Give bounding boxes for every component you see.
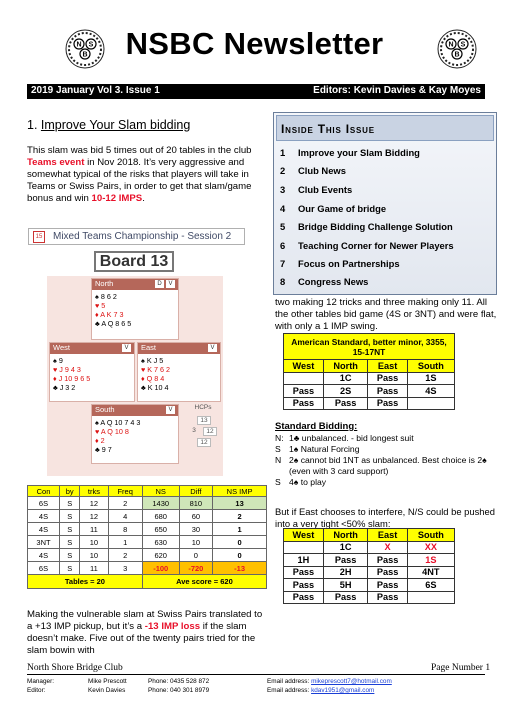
article-number: 1. (27, 118, 38, 132)
west-hand (49, 342, 135, 402)
hcp-label: HCPs (194, 404, 212, 411)
toc-item[interactable]: 6 Teaching Corner for Newer Players (280, 240, 454, 251)
event-ribbon (28, 228, 245, 245)
west-label: West (53, 343, 70, 352)
editor-name: Kevin Davies (88, 687, 126, 694)
east-vul-tag: V (208, 344, 217, 352)
standard-bidding-heading: Standard Bidding: (275, 421, 358, 432)
north-diamonds: ♦ A K 7 3 (95, 310, 124, 319)
note-line: N 2♠ cannot bid 1NT as unbalanced. Best choice is 2♠ (even with 3 card support) (275, 455, 487, 476)
inside-this-issue (273, 112, 497, 295)
calendar-icon: 15 (33, 231, 45, 243)
table-row: 4S S 12 4 680 60 2 (28, 510, 267, 523)
bidding-header-row: West North East South (284, 529, 455, 542)
toc-item[interactable]: 2 Club News (280, 165, 346, 176)
south-hand (91, 404, 179, 464)
svg-text:S: S (460, 41, 466, 49)
table-row: Pass 2H Pass 4NT (284, 566, 455, 579)
imp-loss-text: -13 IMP loss (144, 621, 201, 632)
north-vul-tag: V (166, 280, 175, 288)
hcp-box (187, 404, 219, 452)
east-hearts: ♥ K 7 6 2 (141, 365, 171, 374)
results-header-row: Con by trks Freq NS Diff NS IMP (28, 486, 267, 497)
interfere-paragraph: But if East chooses to interfere, N/S could be pushed into a very tight <50% slam: (275, 506, 495, 529)
north-dealer-tag: D (155, 280, 164, 288)
north-hearts: ♥ 5 (95, 301, 106, 310)
results-summary-row: Tables = 20 Ave score = 620 (28, 575, 267, 589)
toc-item[interactable]: 8 Congress News (280, 276, 369, 287)
hcp-south: 12 (197, 438, 211, 447)
hcp-east: 12 (203, 427, 217, 436)
table-row: Pass 5H Pass 6S (284, 579, 455, 592)
manager-email: Email address: mikeprescott7@hotmail.com (267, 678, 392, 685)
svg-text:S: S (88, 41, 94, 49)
bidding-header-row: West North East South (284, 360, 455, 373)
intro-paragraph: This slam was bid 5 times out of 20 tables in the club Teams event in Nov 2018. It’s very aggressive and somewhat typical of the risks that players will take in Teams or Swiss Pairs, in order to get that slam/game bonus and win 10-12 IMPS. (27, 145, 252, 204)
south-spades: ♠ A Q 10 7 4 3 (95, 418, 141, 427)
editor-label: Editor: (27, 687, 46, 694)
note-line: S 1♠ Natural Forcing (275, 444, 360, 454)
table-row: 6S S 11 3 -100 -720 -13 (28, 562, 267, 575)
west-diamonds: ♦ J 10 9 6 5 (53, 374, 91, 383)
bidding-table-standard (283, 333, 455, 410)
south-diamonds: ♦ 2 (95, 436, 105, 445)
table-row: 4S S 11 8 650 30 1 (28, 523, 267, 536)
inside-heading: Inside This Issue (276, 115, 494, 141)
table-row: 1C Pass 1S (284, 372, 455, 385)
note-line: N: 1♣ unbalanced. - bid longest suit (275, 433, 414, 443)
south-hearts: ♥ A Q 10 8 (95, 427, 129, 436)
north-clubs: ♣ A Q 8 6 5 (95, 319, 132, 328)
west-clubs: ♣ J 3 2 (53, 383, 76, 392)
toc-item[interactable]: 5 Bridge Bidding Challenge Solution (280, 221, 453, 232)
svg-text:N: N (76, 41, 82, 49)
newsletter-title: NSBC Newsletter (125, 26, 384, 61)
manager-name: Mike Prescott (88, 678, 127, 685)
south-clubs: ♣ 9 7 (95, 445, 112, 454)
north-spades: ♠ 8 6 2 (95, 292, 117, 301)
table-row: Pass Pass Pass (284, 591, 455, 604)
bidding-table-interference (283, 528, 455, 604)
bidding-caption: American Standard, better minor, 3355, 15-17NT (284, 334, 455, 360)
issue-label: 2019 January Vol 3. Issue 1 (31, 85, 160, 96)
article-title: Improve Your Slam bidding (40, 118, 191, 132)
table-row: 1C X XX (284, 541, 455, 554)
editors-label: Editors: Kevin Davies & Kay Moyes (313, 85, 481, 96)
hcp-west: 3 (192, 427, 196, 434)
south-vul-tag: V (166, 406, 175, 414)
article-heading (27, 118, 190, 132)
manager-phone: Phone: 0435 528 872 (148, 678, 210, 685)
hcp-north: 13 (197, 416, 211, 425)
teams-event-text: Teams event (27, 157, 85, 168)
table-row: 1H Pass Pass 1S (284, 554, 455, 567)
north-label: North (95, 279, 114, 288)
manager-email-link[interactable]: mikeprescott7@hotmail.com (311, 678, 392, 685)
toc-item[interactable]: 4 Our Game of bridge (280, 203, 387, 214)
footer-page-number: Page Number 1 (431, 663, 491, 673)
table-row: 4S S 10 2 620 0 0 (28, 549, 267, 562)
south-label: South (95, 405, 115, 414)
results-table (27, 485, 267, 589)
imps-text: 10-12 IMPS (91, 193, 143, 204)
west-hearts: ♥ J 9 4 3 (53, 365, 81, 374)
footer-club-name: North Shore Bridge Club (27, 663, 123, 673)
north-hand (91, 278, 179, 340)
event-title: Mixed Teams Championship - Session 2 (53, 231, 232, 242)
east-label: East (141, 343, 157, 352)
issue-bar (27, 84, 485, 99)
editor-email-link[interactable]: kdav1951@gmail.com (311, 687, 375, 694)
toc-item[interactable]: 1 Improve your Slam Bidding (280, 147, 420, 158)
svg-text:B: B (82, 51, 88, 59)
east-spades: ♠ K J 5 (141, 356, 164, 365)
editor-phone: Phone: 040 301 8979 (148, 687, 210, 694)
east-diamonds: ♦ Q 8 4 (141, 374, 165, 383)
east-hand (137, 342, 221, 402)
table-row: 3NT S 10 1 630 10 0 (28, 536, 267, 549)
table-row: Pass Pass Pass (284, 397, 455, 410)
toc-item[interactable]: 3 Club Events (280, 184, 353, 195)
table-row: Pass 2S Pass 4S (284, 385, 455, 398)
slam-outcome-paragraph: Making the vulnerable slam at Swiss Pairs translated to a +13 IMP pickup, but it’s a -13 IMP loss if the slam doesn’t make. Five out of the twenty pairs tried for the slam bowin with (27, 609, 263, 656)
svg-text:B: B (454, 51, 460, 59)
hand-diagram (47, 276, 223, 476)
west-spades: ♠ 9 (53, 356, 63, 365)
standard-bidding-notes (275, 433, 497, 488)
note-line: S 4♠ to play (275, 477, 327, 487)
toc-item[interactable]: 7 Focus on Partnerships (280, 258, 400, 269)
right-column-paragraph: two making 12 tricks and three making only 11. All the other tables bid game (4S or 3NT) and were flat, with only a 1 IMP swing. (275, 297, 497, 332)
footer-divider (27, 674, 485, 675)
board-title: Board 13 (94, 251, 174, 272)
svg-text:N: N (448, 41, 454, 49)
west-vul-tag: V (122, 344, 131, 352)
manager-label: Manager: (27, 678, 54, 685)
editor-email: Email address: kdav1951@gmail.com (267, 687, 375, 694)
table-row: 6S S 12 2 1430 810 13 (28, 497, 267, 510)
east-clubs: ♣ K 10 4 (141, 383, 169, 392)
